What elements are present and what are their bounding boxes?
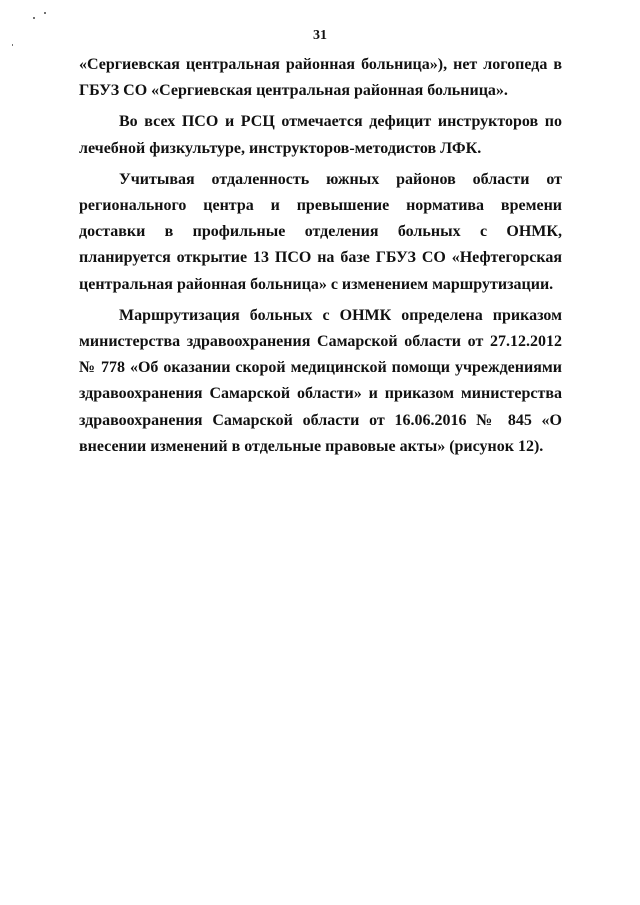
paragraph-new-pso: Учитывая отдаленность южных районов области от регионального центра и превышение норматива времени доставки в профильные отделения больных с ОНМК, планируется открытие 13 ПСО на базе ГБУЗ СО «Нефтегорская центральная районная больница» с изменением маршрутизации. — [79, 170, 562, 293]
paragraph-continuation: «Сергиевская центральная районная больница»), нет логопеда в ГБУЗ СО «Сергиевская центральная районная больница». — [79, 56, 562, 100]
scan-speck — [33, 17, 35, 19]
page-number: 31 — [313, 28, 327, 43]
scan-speck — [44, 12, 46, 14]
paragraph-staff-deficit: Во всех ПСО и РСЦ отмечается дефицит инструкторов по лечебной физкультуре, инструкторов-методистов ЛФК. — [79, 113, 562, 157]
document-body — [79, 52, 562, 460]
scan-speck — [12, 44, 13, 46]
paragraph-routing: Маршрутизация больных с ОНМК определена приказом министерства здравоохранения Самарской области от 27.12.2012 № 778 «Об оказании скорой медицинской помощи учреждениями здравоохранения Самарской области» и приказом министерства здравоохранения Самарской области от 16.06.2016 № 845 «О внесении изменений в отдельные правовые акты» (рисунок 12). — [79, 306, 562, 455]
